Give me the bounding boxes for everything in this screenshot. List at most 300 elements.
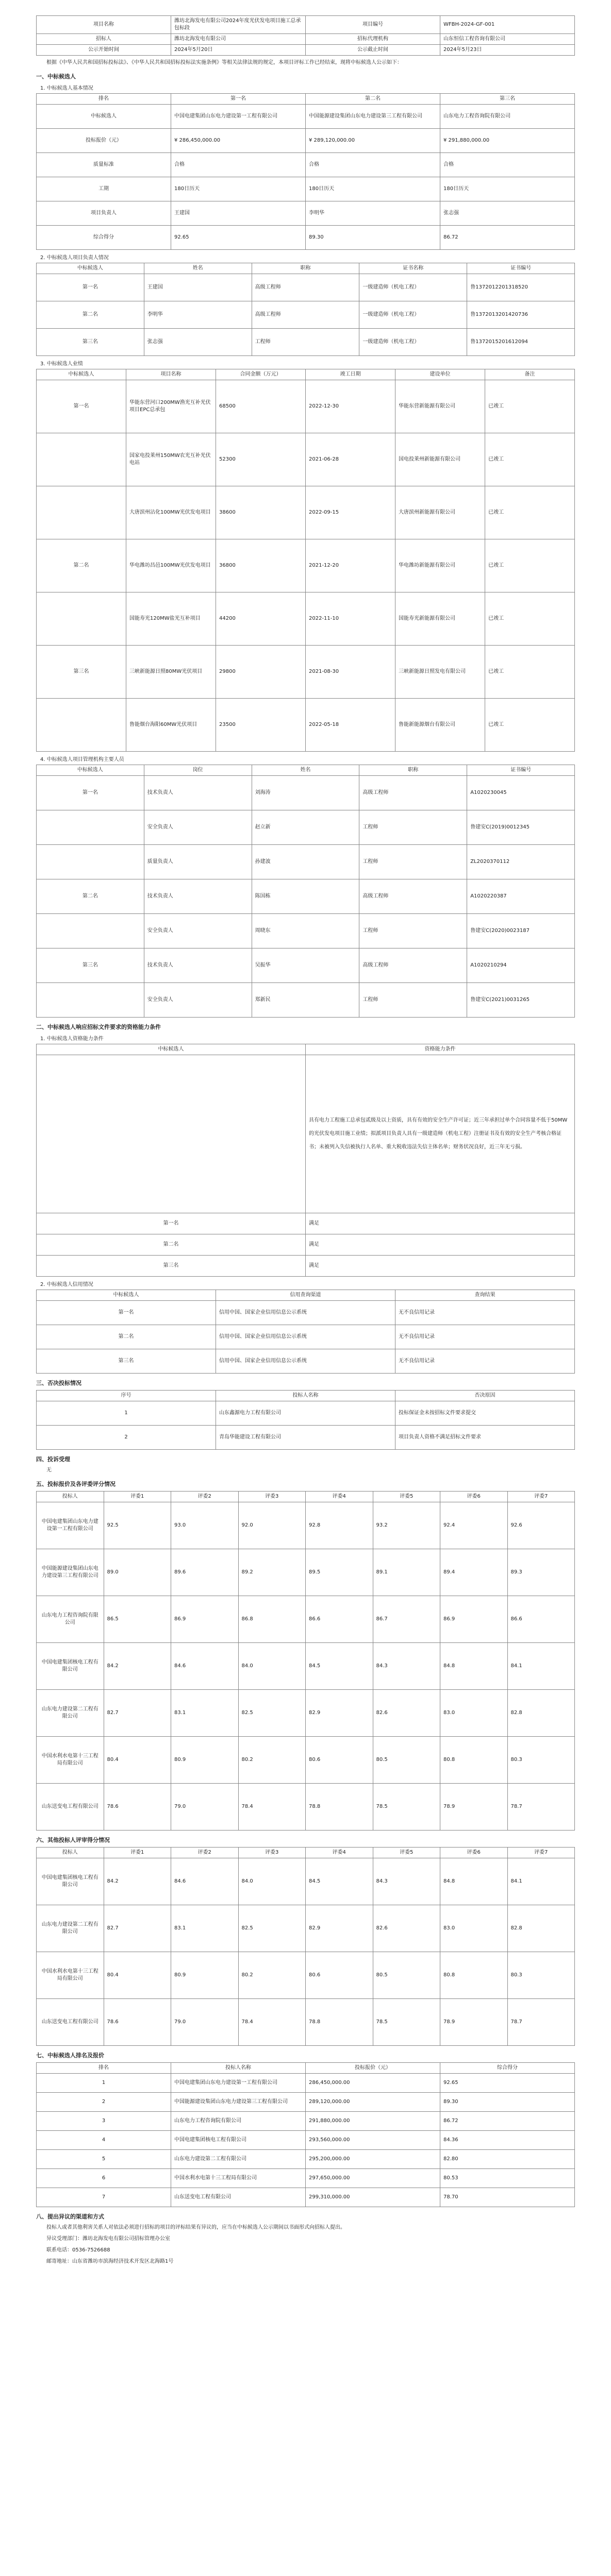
table-cell: 79.0 (171, 1999, 239, 2046)
table-cell: 7 (37, 2188, 171, 2207)
table-cell: 297,650,000.00 (306, 2169, 440, 2188)
table-cell: 80.4 (104, 1737, 171, 1784)
table-cell: 满足 (306, 1213, 575, 1234)
column-header: 评委3 (238, 1492, 306, 1502)
table-row (37, 34, 575, 45)
column-header: 评委7 (507, 1492, 575, 1502)
table-cell: 第一名 (37, 380, 126, 433)
table-cell: 安全负责人 (144, 983, 252, 1018)
column-header: 序号 (37, 1391, 216, 1401)
table-row (37, 1596, 575, 1643)
section-6-title: 六、其他投标人评审得分情况 (36, 1837, 110, 1843)
table-row (37, 2169, 575, 2188)
column-header: 第二名 (306, 94, 440, 105)
table-cell: 山东送变电工程有限公司 (37, 1784, 104, 1831)
column-header: 查询结果 (395, 1290, 575, 1301)
table-cell: 公示开始时间 (37, 45, 171, 56)
table-cell: 93.0 (171, 1502, 239, 1549)
column-header: 综合得分 (440, 2063, 575, 2074)
table-cell: 23500 (216, 699, 306, 752)
table-cell: 2021-06-28 (306, 433, 395, 486)
table-row (37, 1549, 575, 1596)
table-cell: 满足 (306, 1234, 575, 1256)
table-cell: 郑新民 (252, 983, 359, 1018)
table-cell: 84.0 (238, 1858, 306, 1905)
table-row (37, 1234, 575, 1256)
table-cell: 大唐滨州新能源有限公司 (395, 486, 485, 539)
table-cell: 中国电建集团核电工程有限公司 (37, 1643, 104, 1690)
section-2-1-title: 1. 中标候选人资格能力条件 (40, 1036, 104, 1042)
column-header: 第一名 (171, 94, 306, 105)
complaint-text: 无 (46, 1467, 52, 1473)
table-cell: 满足 (306, 1256, 575, 1277)
table-cell: 2 (37, 1426, 216, 1450)
table-cell: 2022-12-30 (306, 380, 395, 433)
section-1-2-title: 2. 中标候选人项目负责人情况 (40, 255, 109, 261)
table-cell: 第二名 (37, 539, 126, 592)
table-cell: 84.3 (373, 1643, 440, 1690)
table-cell: 78.4 (238, 1999, 306, 2046)
table-cell: 68500 (216, 380, 306, 433)
column-header: 排名 (37, 94, 171, 105)
table-cell: 86.72 (440, 2112, 575, 2131)
table-header-row (37, 1391, 575, 1401)
table-row (37, 1952, 575, 1999)
table-cell: 89.5 (306, 1549, 373, 1596)
announcement-page (36, 15, 575, 2269)
table-cell: 78.9 (440, 1784, 508, 1831)
table-cell: 公示截止时间 (306, 45, 440, 56)
table-cell: 第一名 (37, 274, 144, 301)
table-cell: 第二名 (37, 879, 144, 914)
table-row (37, 301, 575, 329)
table-cell: 投标报价（元） (37, 129, 171, 153)
table-cell: 李明华 (306, 201, 440, 226)
table-cell: 6 (37, 2169, 171, 2188)
table-row (37, 1737, 575, 1784)
table-cell: 80.5 (373, 1737, 440, 1784)
column-header: 姓名 (144, 263, 252, 274)
column-header: 评委1 (104, 1492, 171, 1502)
objection-line: 联系电话：0536-7526688 (46, 2247, 110, 2253)
column-header: 评委6 (440, 1492, 508, 1502)
table-row (37, 983, 575, 1018)
table-row (37, 699, 575, 752)
table-cell: 293,560,000.00 (306, 2131, 440, 2150)
table-cell: 鲁建安C(2021)0031265 (467, 983, 575, 1018)
table-cell: ¥ 291,880,000.00 (440, 129, 575, 153)
table-cell: A1020220387 (467, 879, 575, 914)
table-header-row (37, 765, 575, 776)
table-cell: 289,120,000.00 (306, 2093, 440, 2112)
table-cell: 项目负责人资格不满足招标文件要求 (395, 1426, 575, 1450)
table-cell: 高级工程师 (359, 948, 467, 983)
table-row (37, 433, 575, 486)
table-cell: 投标保证金未按招标文件要求提交 (395, 1401, 575, 1426)
table-cell: 78.5 (373, 1784, 440, 1831)
staff-table (36, 765, 575, 1018)
table-cell: 80.8 (440, 1737, 508, 1784)
table-cell: 综合得分 (37, 226, 171, 250)
table-row (37, 1325, 575, 1349)
table-cell: 89.2 (238, 1549, 306, 1596)
table-cell: 82.8 (507, 1690, 575, 1737)
table-row (37, 1643, 575, 1690)
table-cell: 180日历天 (306, 177, 440, 201)
table-header-row (37, 1290, 575, 1301)
table-cell: 86.5 (104, 1596, 171, 1643)
table-cell: 2022-11-10 (306, 592, 395, 646)
table-cell: 80.9 (171, 1952, 239, 1999)
table-cell: 大唐滨州沾化100MW光伏发电项目 (126, 486, 216, 539)
table-cell: 82.7 (104, 1690, 171, 1737)
table-cell: 项目名称 (37, 16, 171, 34)
table-cell: 高级工程师 (252, 301, 359, 329)
table-cell: 299,310,000.00 (306, 2188, 440, 2207)
table-cell: 工程师 (359, 810, 467, 845)
table-cell: 第一名 (37, 1213, 306, 1234)
column-header: 评委5 (373, 1492, 440, 1502)
column-header: 投标报价（元） (306, 2063, 440, 2074)
table-cell: 84.5 (306, 1858, 373, 1905)
column-header: 评委4 (306, 1492, 373, 1502)
table-cell: 国家电投莱州150MW农光互补光伏电站 (126, 433, 216, 486)
table-cell: WFBH-2024-GF-001 (440, 16, 575, 34)
table-row (37, 1905, 575, 1952)
table-cell: 国能寿光新能源有限公司 (395, 592, 485, 646)
table-cell: 鲁能新能源烟台有限公司 (395, 699, 485, 752)
table-cell: 山东鑫源电力工程有限公司 (216, 1401, 395, 1426)
table-cell: 安全负责人 (144, 810, 252, 845)
table-cell: 第二名 (37, 1234, 306, 1256)
table-cell: 80.5 (373, 1952, 440, 1999)
table-cell: 80.9 (171, 1737, 239, 1784)
column-header: 投标人 (37, 1492, 104, 1502)
reject-table (36, 1390, 575, 1450)
table-cell: 一级建造师（机电工程） (359, 301, 467, 329)
column-header: 评委6 (440, 1848, 508, 1858)
table-row (37, 380, 575, 433)
table-cell: 合格 (306, 153, 440, 177)
table-cell: 180日历天 (440, 177, 575, 201)
table-cell: 2021-08-30 (306, 646, 395, 699)
table-header-row (37, 1848, 575, 1858)
table-cell: 第三名 (37, 948, 144, 983)
table-cell: 张志强 (144, 329, 252, 356)
table-cell: 工程师 (359, 914, 467, 948)
table-row (37, 486, 575, 539)
table-cell: 89.30 (306, 226, 440, 250)
column-header: 投标人名称 (171, 2063, 306, 2074)
table-cell: 信用中国、国家企业信用信息公示系统 (216, 1301, 395, 1325)
table-cell: 王建国 (171, 201, 306, 226)
table-cell: A1020210294 (467, 948, 575, 983)
section-1-title: 一、中标候选人 (36, 73, 76, 80)
table-cell: 78.4 (238, 1784, 306, 1831)
section-2-title: 二、中标候选人响应招标文件要求的资格能力条件 (36, 1024, 161, 1030)
table-row (37, 2131, 575, 2150)
table-cell: 王建国 (144, 274, 252, 301)
table-cell: 已竣工 (485, 592, 575, 646)
table-cell: 国电投莱州新能源有限公司 (395, 433, 485, 486)
table-cell (37, 433, 126, 486)
table-cell: 89.0 (104, 1549, 171, 1596)
table-header-row (37, 94, 575, 105)
table-cell: 38600 (216, 486, 306, 539)
table-row (37, 810, 575, 845)
section-3-title: 三、否决投标情况 (36, 1380, 81, 1386)
table-cell: 吴振华 (252, 948, 359, 983)
table-row (37, 539, 575, 592)
scores-table (36, 1491, 575, 1831)
table-cell: 项目编号 (306, 16, 440, 34)
table-cell: 78.8 (306, 1999, 373, 2046)
table-cell: 3 (37, 2112, 171, 2131)
table-header-row (37, 1492, 575, 1502)
table-row (37, 129, 575, 153)
table-cell: 80.6 (306, 1737, 373, 1784)
table-cell: 华电潍坊新能源有限公司 (395, 539, 485, 592)
table-cell: 刘海涛 (252, 776, 359, 810)
column-header: 评委5 (373, 1848, 440, 1858)
column-header: 评委4 (306, 1848, 373, 1858)
table-cell: 84.36 (440, 2131, 575, 2150)
column-header: 合同金额（万元） (216, 369, 306, 380)
table-cell: 质量负责人 (144, 845, 252, 879)
column-header: 职称 (359, 765, 467, 776)
table-row (37, 2093, 575, 2112)
table-cell: 84.6 (171, 1858, 239, 1905)
table-cell: 295,200,000.00 (306, 2150, 440, 2169)
table-row (37, 646, 575, 699)
table-cell (37, 810, 144, 845)
table-cell: 78.9 (440, 1999, 508, 2046)
table-cell: 中国水利水电第十三工程局有限公司 (37, 1737, 104, 1784)
table-row (37, 1690, 575, 1737)
table-cell: 29800 (216, 646, 306, 699)
table-cell: 中国能源建设集团山东电力建设第三工程有限公司 (37, 1549, 104, 1596)
table-cell (37, 914, 144, 948)
table-cell: 山东电力工程咨询院有限公司 (171, 2112, 306, 2131)
table-cell: 信用中国、国家企业信用信息公示系统 (216, 1325, 395, 1349)
table-row (37, 2074, 575, 2093)
candidates-table (36, 93, 575, 250)
table-cell: 84.1 (507, 1643, 575, 1690)
table-cell: 83.0 (440, 1905, 508, 1952)
section-8-title: 八、提出异议的渠道和方式 (36, 2213, 104, 2220)
table-cell: 项目负责人 (37, 201, 171, 226)
column-header: 中标候选人 (37, 1044, 306, 1055)
table-cell: 180日历天 (171, 177, 306, 201)
table-cell: 78.8 (306, 1784, 373, 1831)
table-cell: 80.2 (238, 1952, 306, 1999)
table-cell: 李明华 (144, 301, 252, 329)
column-header: 证书名称 (359, 263, 467, 274)
table-cell: 中国电建集团山东电力建设第一工程有限公司 (171, 2074, 306, 2093)
table-cell: 已竣工 (485, 539, 575, 592)
table-row (37, 1213, 575, 1234)
header-table (36, 15, 575, 56)
table-cell: 92.6 (507, 1502, 575, 1549)
column-header: 中标候选人 (37, 1290, 216, 1301)
table-cell: 80.53 (440, 2169, 575, 2188)
table-cell: 82.6 (373, 1690, 440, 1737)
objection-block (36, 2224, 575, 2266)
table-cell: 86.7 (373, 1596, 440, 1643)
column-header: 投标人 (37, 1848, 104, 1858)
table-cell: 鲁建安C(2020)0023187 (467, 914, 575, 948)
table-cell (37, 845, 144, 879)
table-cell: 安全负责人 (144, 914, 252, 948)
table-row (37, 776, 575, 810)
table-cell: 89.6 (171, 1549, 239, 1596)
table-cell: 82.7 (104, 1905, 171, 1952)
table-cell: 44200 (216, 592, 306, 646)
table-cell: 82.5 (238, 1690, 306, 1737)
table-cell: 82.5 (238, 1905, 306, 1952)
table-cell: 山东电力工程咨询院有限公司 (440, 105, 575, 129)
table-row (37, 177, 575, 201)
section-2-2-title: 2. 中标候选人信用情况 (40, 1282, 93, 1287)
table-cell: 潍坊北海发电有限公司2024年度光伏发电项目施工总承包标段 (171, 16, 306, 34)
table-cell: 已竣工 (485, 486, 575, 539)
table-cell: 82.8 (507, 1905, 575, 1952)
table-row (37, 914, 575, 948)
column-header: 评委2 (171, 1492, 239, 1502)
table-cell: 已竣工 (485, 380, 575, 433)
table-cell: 张志强 (440, 201, 575, 226)
table-cell: 86.8 (238, 1596, 306, 1643)
table-cell: 86.6 (507, 1596, 575, 1643)
table-cell: 52300 (216, 433, 306, 486)
table-header-row (37, 2063, 575, 2074)
table-cell: 84.5 (306, 1643, 373, 1690)
table-cell: 80.6 (306, 1952, 373, 1999)
table-cell: A1020230045 (467, 776, 575, 810)
column-header: 竣工日期 (306, 369, 395, 380)
table-cell: 78.6 (104, 1784, 171, 1831)
table-cell: 陈国栋 (252, 879, 359, 914)
table-cell: 84.2 (104, 1858, 171, 1905)
table-cell: 第三名 (37, 329, 144, 356)
table-row (37, 948, 575, 983)
table-cell: 华电潍坊昌邑100MW光伏发电项目 (126, 539, 216, 592)
table-cell: 291,880,000.00 (306, 2112, 440, 2131)
table-cell: 80.3 (507, 1952, 575, 1999)
table-cell: 84.2 (104, 1643, 171, 1690)
column-header: 岗位 (144, 765, 252, 776)
column-header: 证书编号 (467, 765, 575, 776)
table-cell: 84.1 (507, 1858, 575, 1905)
objection-line: 异议受理部门：潍坊北海发电有限公司招标管理办公室 (46, 2236, 170, 2242)
table-cell: 工程师 (359, 983, 467, 1018)
table-cell (37, 699, 126, 752)
table-cell (37, 1055, 306, 1213)
table-row (37, 1784, 575, 1831)
table-cell: 中国电建集团核电工程有限公司 (171, 2131, 306, 2150)
table-cell: 82.6 (373, 1905, 440, 1952)
table-row (37, 592, 575, 646)
table-cell: 鲁1372015201612094 (467, 329, 575, 356)
table-cell: 工程师 (252, 329, 359, 356)
table-cell: 78.5 (373, 1999, 440, 2046)
table-cell: 第一名 (37, 1301, 216, 1325)
section-1-3-title: 3. 中标候选人业绩 (40, 361, 83, 367)
table-cell: 技术负责人 (144, 879, 252, 914)
credit-table (36, 1290, 575, 1374)
table-cell: 中国能源建设集团山东电力建设第三工程有限公司 (171, 2093, 306, 2112)
table-cell: 第二名 (37, 1325, 216, 1349)
table-cell: 鲁1372013201420736 (467, 301, 575, 329)
column-header: 投标人名称 (216, 1391, 395, 1401)
table-cell: 89.3 (507, 1549, 575, 1596)
table-row (37, 201, 575, 226)
table-cell: 第三名 (37, 646, 126, 699)
table-cell: 山东电力建设第二工程有限公司 (37, 1905, 104, 1952)
table-row (37, 274, 575, 301)
table-cell (37, 983, 144, 1018)
table-cell: 合格 (440, 153, 575, 177)
table-cell: 2 (37, 2093, 171, 2112)
section-5-title: 五、投标报价及各评委评分情况 (36, 1481, 115, 1487)
table-cell: 80.8 (440, 1952, 508, 1999)
qualification-table (36, 1044, 575, 1277)
table-cell: 2022-05-18 (306, 699, 395, 752)
table-row (37, 1858, 575, 1905)
table-cell: 孙建波 (252, 845, 359, 879)
table-cell: 中国水利水电第十三工程局有限公司 (171, 2169, 306, 2188)
table-cell: 山东恒信工程咨询有限公司 (440, 34, 575, 45)
table-row (37, 2150, 575, 2169)
table-cell: 潍坊北海发电有限公司 (171, 34, 306, 45)
table-cell: 赵立新 (252, 810, 359, 845)
performance-table (36, 369, 575, 752)
column-header: 项目名称 (126, 369, 216, 380)
column-header: 备注 (485, 369, 575, 380)
table-cell: 2022-09-15 (306, 486, 395, 539)
column-header: 建设单位 (395, 369, 485, 380)
table-header-row (37, 263, 575, 274)
table-cell: 三峡新能源日照发电有限公司 (395, 646, 485, 699)
table-cell: 山东电力工程咨询院有限公司 (37, 1596, 104, 1643)
intro-text: 根据《中华人民共和国招标投标法》、《中华人民共和国招标投标法实施条例》等相关法律法规的规定，本项目评标工作已经结束，现将中标候选人公示如下： (46, 60, 402, 65)
table-cell: 中国电建集团核电工程有限公司 (37, 1858, 104, 1905)
table-cell: 山东电力建设第二工程有限公司 (171, 2150, 306, 2169)
table-row (37, 329, 575, 356)
table-header-row (37, 1044, 575, 1055)
table-row (37, 2188, 575, 2207)
table-cell: 中国水利水电第十三工程局有限公司 (37, 1952, 104, 1999)
table-row (37, 879, 575, 914)
table-cell: 2024年5月20日 (171, 45, 306, 56)
table-cell: 36800 (216, 539, 306, 592)
table-row (37, 1401, 575, 1426)
table-cell: 信用中国、国家企业信用信息公示系统 (216, 1349, 395, 1374)
column-header: 中标候选人 (37, 263, 144, 274)
table-cell: 80.3 (507, 1737, 575, 1784)
table-row (37, 45, 575, 56)
table-cell: 青岛华能建设工程有限公司 (216, 1426, 395, 1450)
table-cell: 无不良信用记录 (395, 1301, 575, 1325)
table-cell: 84.0 (238, 1643, 306, 1690)
table-cell: 92.5 (104, 1502, 171, 1549)
table-cell: 286,450,000.00 (306, 2074, 440, 2093)
column-header: 资格能力条件 (306, 1044, 575, 1055)
column-header: 评委3 (238, 1848, 306, 1858)
table-cell: 第三名 (37, 1256, 306, 1277)
table-cell: 一级建造师（机电工程） (359, 329, 467, 356)
table-cell: 2024年5月23日 (440, 45, 575, 56)
